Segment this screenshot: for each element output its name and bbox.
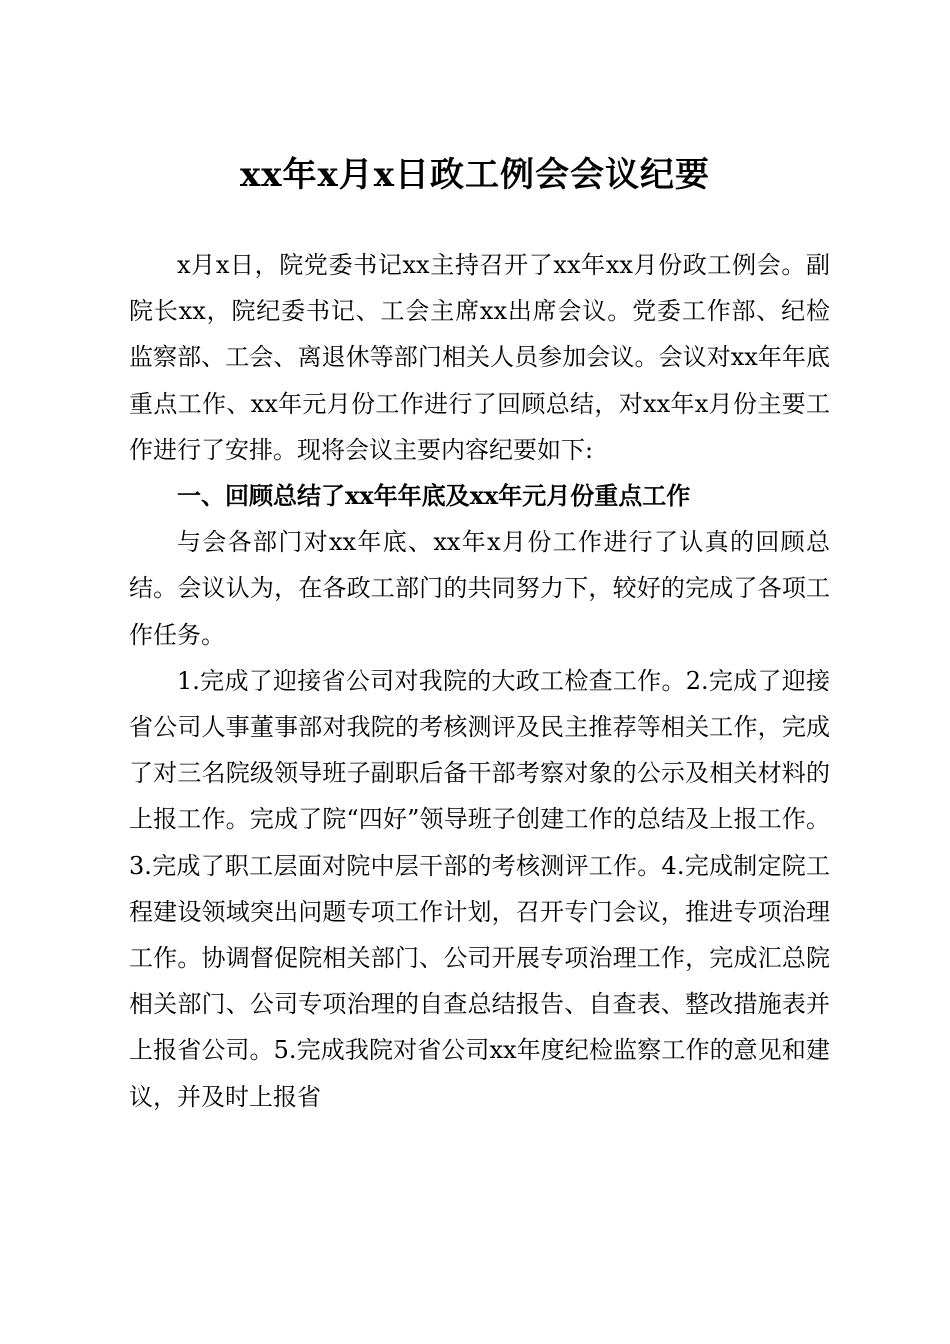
items-paragraph: 1.完成了迎接省公司对我院的大政工检查工作。2.完成了迎接省公司人事董事部对我院的考核测评及民主推荐等相关工作，完成了对三名院级领导班子副职后备干部考察对象的公示及相关材料的上报工作。完成了院“四好”领导班子创建工作的总结及上报工作。3.完成了职工层面对院中层干部的考核测评工作。4.完成制定院工程建设领域突出问题专项工作计划，召开专门会议，推进专项治理工作。协调督促院相关部门、公司开展专项治理工作，完成汇总院相关部门、公司专项治理的自查总结报告、自查表、整改措施表并上报省公司。5.完成我院对省公司xx年度纪检监察工作的意见和建议，并及时上报省 [129, 666, 830, 1111]
document-body [129, 242, 830, 1120]
summary-paragraph: 与会各部门对xx年底、xx年x月份工作进行了认真的回顾总结。会议认为，在各政工部门的共同努力下，较好的完成了各项工作任务。 [129, 528, 830, 649]
document-title: xx年x月x日政工例会会议纪要 [239, 155, 711, 195]
intro-paragraph: x月x日，院党委书记xx主持召开了xx年xx月份政工例会。副院长xx，院纪委书记、工会主席xx出席会议。党委工作部、纪检监察部、工会、离退休等部门相关人员参加会议。会议对xx年年底重点工作、xx年元月份工作进行了回顾总结，对xx年x月份主要工作进行了安排。现将会议主要内容纪要如下: [129, 251, 830, 464]
section-heading: 一、回顾总结了xx年年底及xx年元月份重点工作 [177, 481, 691, 511]
